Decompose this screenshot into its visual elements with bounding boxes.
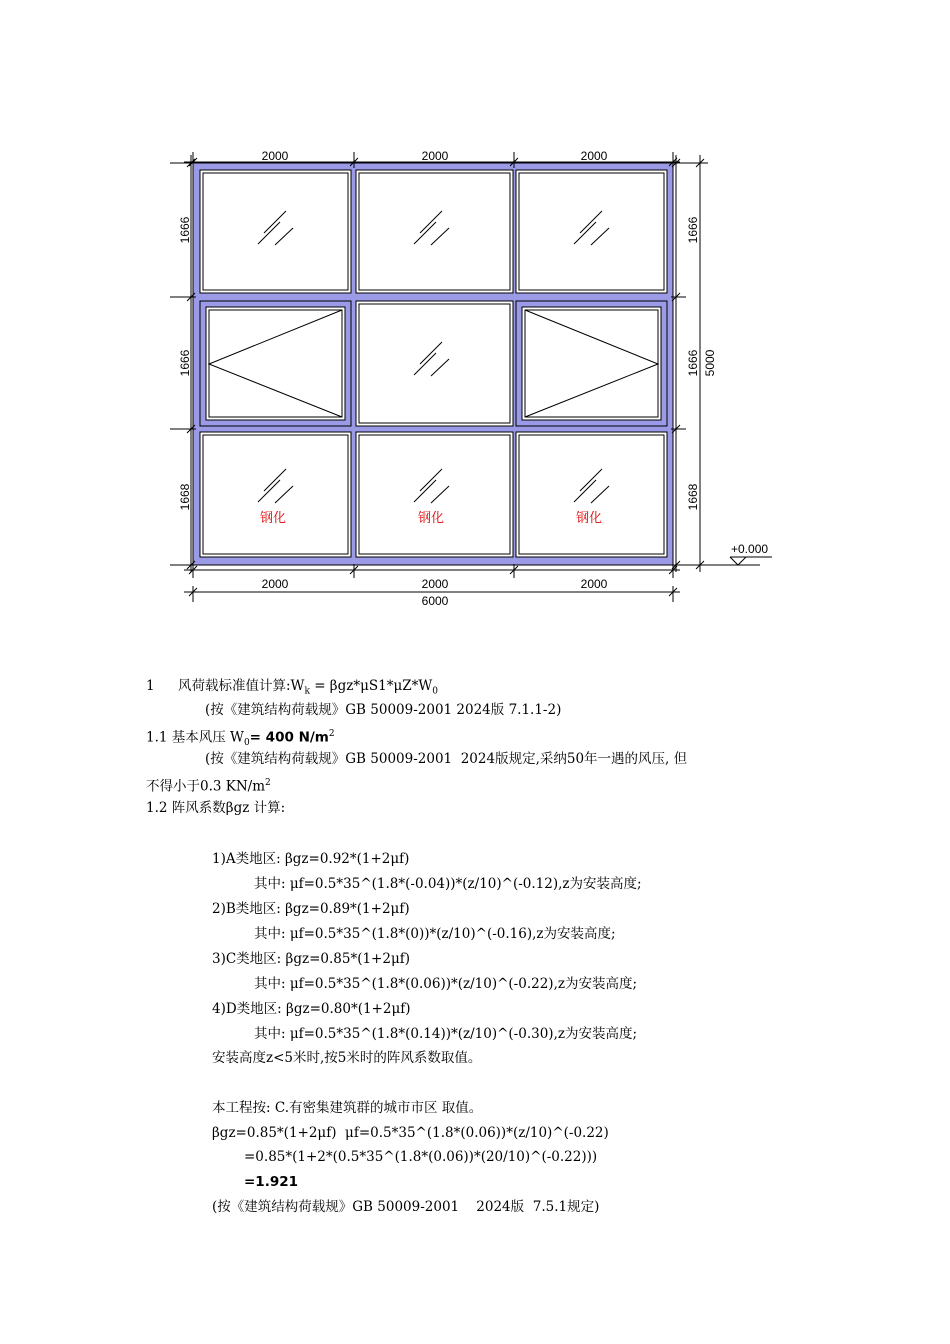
ref-line-2: (按《建筑结构荷载规》GB 50009-2001 2024版规定,采纳50年一遇的风压, 但 <box>205 751 688 767</box>
project-formula: βgz=0.85*(1+2μf) μf=0.5*35^(1.8*(0.06))*(z/10)^(-0.22) <box>212 1125 609 1141</box>
left-dim-2: 1666 <box>178 349 192 377</box>
right-dim-2: 1666 <box>686 349 700 377</box>
tempered-label-1: 钢化 <box>260 511 287 526</box>
class-b-detail: 其中: μf=0.5*35^(1.8*(0))*(z/10)^(-0.16),z为安装高度; <box>254 926 616 942</box>
top-dim-2: 2000 <box>421 149 449 163</box>
ref-line-4: (按《建筑结构荷载规》GB 50009-2001 2024版 7.5.1规定) <box>212 1199 600 1215</box>
class-d-formula: 4)D类地区: βgz=0.80*(1+2μf) <box>212 1001 411 1017</box>
ref-line-1: (按《建筑结构荷载规》GB 50009-2001 2024版 7.1.1-2) <box>205 702 562 718</box>
class-b-formula: 2)B类地区: βgz=0.89*(1+2μf) <box>212 901 410 917</box>
top-dim-3: 2000 <box>580 149 608 163</box>
sash-glass-r2c1 <box>206 307 345 420</box>
min-pressure-sup: 2 <box>265 778 271 788</box>
glass-panel-r3c1 <box>200 432 351 557</box>
glass-panel-r1c2 <box>356 170 513 293</box>
bottom-dim-2: 2000 <box>421 577 449 591</box>
glass-panel-r1c3 <box>516 170 667 293</box>
heading-sub2: 0 <box>432 686 438 697</box>
bottom-dim-1: 2000 <box>261 577 289 591</box>
section-1-heading <box>178 677 438 701</box>
tempered-label-2: 钢化 <box>418 511 445 526</box>
bottom-dim-3: 2000 <box>580 577 608 591</box>
glass-panel-r2c2 <box>356 301 513 426</box>
wind-pressure-sub: 0 <box>243 738 250 749</box>
glass-panel-r3c3 <box>516 432 667 557</box>
section-1-1 <box>146 725 335 752</box>
class-a-detail: 其中: μf=0.5*35^(1.8*(-0.04))*(z/10)^(-0.12),z为安装高度; <box>254 876 642 892</box>
wind-pressure-label: 1.1 基本风压 W <box>146 729 244 746</box>
class-d-detail: 其中: μf=0.5*35^(1.8*(0.14))*(z/10)^(-0.30),z为安装高度; <box>254 1026 638 1042</box>
sash-glass-r2c3 <box>522 307 661 420</box>
ref-line-3 <box>146 774 271 796</box>
tempered-label-3: 钢化 <box>576 511 603 526</box>
height-note: 安装高度z<5米时,按5米时的阵风系数取值。 <box>212 1050 482 1066</box>
heading-sub: k <box>304 686 310 697</box>
class-c-formula: 3)C类地区: βgz=0.85*(1+2μf) <box>212 951 410 967</box>
section-1-number: 1 <box>146 678 155 694</box>
class-a-formula: 1)A类地区: βgz=0.92*(1+2μf) <box>212 851 410 867</box>
wind-pressure-sup: 2 <box>328 729 335 739</box>
left-dim-1: 1666 <box>178 216 192 244</box>
right-dim-1: 1666 <box>686 216 700 244</box>
project-substitution: =0.85*(1+2*(0.5*35^(1.8*(0.06))*(20/10)^(-0.22))) <box>244 1149 598 1165</box>
glass-panel-r1c1 <box>200 170 351 293</box>
heading-text: 风荷载标准值计算:W <box>178 678 305 694</box>
min-pressure: 不得小于0.3 KN/m <box>146 778 266 795</box>
wind-pressure-value: = 400 N/m <box>249 729 329 746</box>
window-elevation-drawing <box>0 0 950 640</box>
project-result: =1.921 <box>244 1174 299 1190</box>
glass-panel-r3c2 <box>356 432 513 557</box>
total-width-dim: 6000 <box>421 594 449 608</box>
top-dim-1: 2000 <box>261 149 289 163</box>
project-class: 本工程按: C.有密集建筑群的城市市区 取值。 <box>212 1100 483 1116</box>
section-1-2: 1.2 阵风系数βgz 计算: <box>146 800 286 816</box>
left-dim-3: 1668 <box>178 483 192 511</box>
heading-formula: = βgz*μS1*μZ*W <box>309 678 433 694</box>
total-height-dim: 5000 <box>703 349 717 377</box>
right-dim-3: 1668 <box>686 483 700 511</box>
class-c-detail: 其中: μf=0.5*35^(1.8*(0.06))*(z/10)^(-0.22),z为安装高度; <box>254 976 638 992</box>
level-mark-label: +0.000 <box>731 542 769 556</box>
